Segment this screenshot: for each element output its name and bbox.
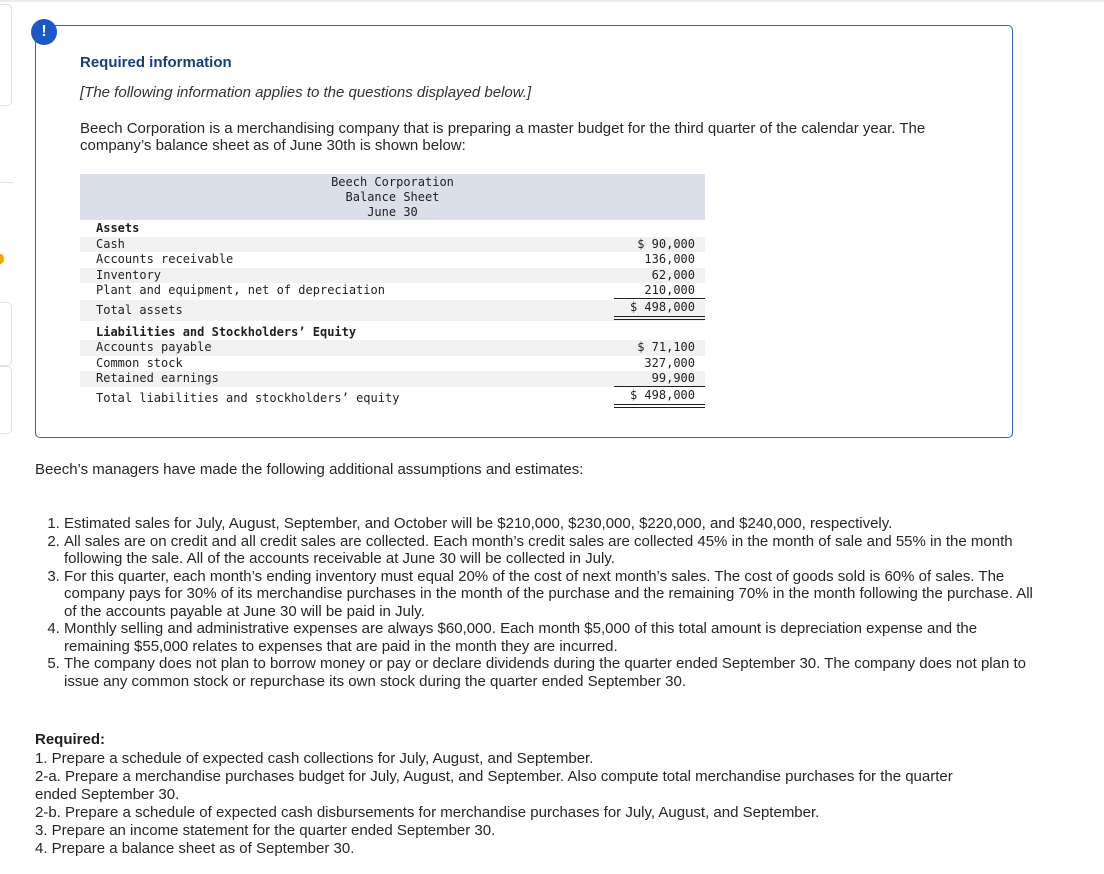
- list-item: 2-b. Prepare a schedule of expected cash disbursements for merchandise purchases for July, August, and September.: [35, 804, 820, 821]
- table-row: [80, 283, 705, 299]
- row-value: 327,000: [644, 355, 695, 370]
- row-label: Inventory: [96, 267, 162, 282]
- required-list: [35, 750, 995, 858]
- side-indicator-dot: [0, 254, 4, 264]
- assumptions-intro: Beech’s managers have made the following additional assumptions and estimates:: [35, 461, 584, 478]
- side-divider: [0, 182, 13, 183]
- table-row: [80, 237, 705, 253]
- row-value: $ 498,000: [629, 387, 695, 402]
- assets-heading-row: [80, 221, 705, 237]
- side-panel-fragment: [0, 4, 12, 106]
- intro-paragraph: Beech Corporation is a merchandising company that is preparing a master budget for the third quarter of the calendar year. The company’s balance sheet as of June 30th is shown below:: [80, 120, 926, 154]
- row-value: 99,900: [651, 371, 695, 385]
- row-label: Common stock: [96, 355, 183, 370]
- liabilities-heading: Liabilities and Stockholders’ Equity: [96, 324, 357, 339]
- row-value: $ 498,000: [629, 299, 695, 314]
- required-information-note: [The following information applies to the questions displayed below.]: [80, 84, 532, 101]
- list-item: 3. For this quarter, each month’s ending inventory must equal 20% of the cost of next month’s sales. The cost of goods sold is 60% of sales. The company pays for 30% of its merchandise purchases in the month of the purchase and the remaining 70% in the month following the purchase. All of the accounts payable at June 30 will be paid in July.: [64, 568, 1044, 621]
- row-label: Accounts payable: [96, 340, 212, 354]
- row-label: Retained earnings: [96, 371, 219, 385]
- total-liabilities-row: [80, 388, 705, 409]
- table-row: [80, 340, 705, 356]
- table-row: [80, 356, 705, 372]
- total-assets-row: [80, 300, 705, 321]
- exclamation-icon: !: [31, 19, 57, 45]
- row-value: $ 90,000: [637, 236, 695, 251]
- list-item: 2-a. Prepare a merchandise purchases budget for July, August, and September. Also compute total merchandise purchases for the quarter ended September 30.: [35, 768, 953, 803]
- row-value: 210,000: [644, 283, 695, 297]
- table-row: [80, 268, 705, 284]
- table-row: [80, 252, 705, 268]
- list-item: 4. Prepare a balance sheet as of September 30.: [35, 840, 355, 857]
- row-label: Total assets: [96, 302, 183, 317]
- row-label: Plant and equipment, net of depreciation: [96, 283, 385, 297]
- row-value: 136,000: [644, 252, 695, 266]
- liabilities-heading-row: [80, 325, 705, 341]
- total-double-underline: [614, 404, 705, 408]
- statement-name: Balance Sheet: [345, 190, 440, 204]
- row-label: Total liabilities and stockholders’ equity: [96, 390, 400, 405]
- balance-sheet-header: [80, 174, 705, 220]
- list-item: 4. Monthly selling and administrative expenses are always $60,000. Each month $5,000 of this total amount is depreciation expense and the remaining $55,000 relates to expenses that are paid in the month they are incurred.: [64, 620, 1044, 655]
- statement-date: June 30: [367, 205, 418, 219]
- table-row: [80, 371, 705, 387]
- row-value: 62,000: [651, 267, 695, 282]
- required-information-title: Required information: [80, 54, 232, 71]
- list-item: 1. Prepare a schedule of expected cash collections for July, August, and September.: [35, 750, 594, 767]
- side-panel-fragment: [0, 302, 12, 366]
- assets-heading: Assets: [96, 221, 140, 235]
- balance-sheet-table: [80, 174, 705, 409]
- row-label: Accounts receivable: [96, 252, 234, 266]
- row-label: Cash: [96, 236, 125, 251]
- list-item: 3. Prepare an income statement for the quarter ended September 30.: [35, 822, 496, 839]
- required-title: Required:: [35, 731, 106, 748]
- list-item: 2. All sales are on credit and all credit sales are collected. Each month’s credit sales are collected 45% in the month of sale and 55% in the month following the sale. All of the accounts receivable at June 30 will be collected in July.: [64, 533, 1044, 568]
- side-panel-fragment: [0, 366, 12, 434]
- total-double-underline: [614, 316, 705, 320]
- top-divider: [0, 0, 1104, 2]
- list-item: 1. Estimated sales for July, August, September, and October will be $210,000, $230,000, $220,000, and $240,000, respectively.: [64, 515, 1044, 533]
- company-name: Beech Corporation: [331, 175, 454, 189]
- row-value: $ 71,100: [637, 340, 695, 354]
- assumptions-list: [44, 515, 1044, 690]
- list-item: 5. The company does not plan to borrow money or pay or declare dividends during the quarter ended September 30. The company does not plan to issue any common stock or repurchase its own stock during the quarter ended September 30.: [64, 655, 1044, 690]
